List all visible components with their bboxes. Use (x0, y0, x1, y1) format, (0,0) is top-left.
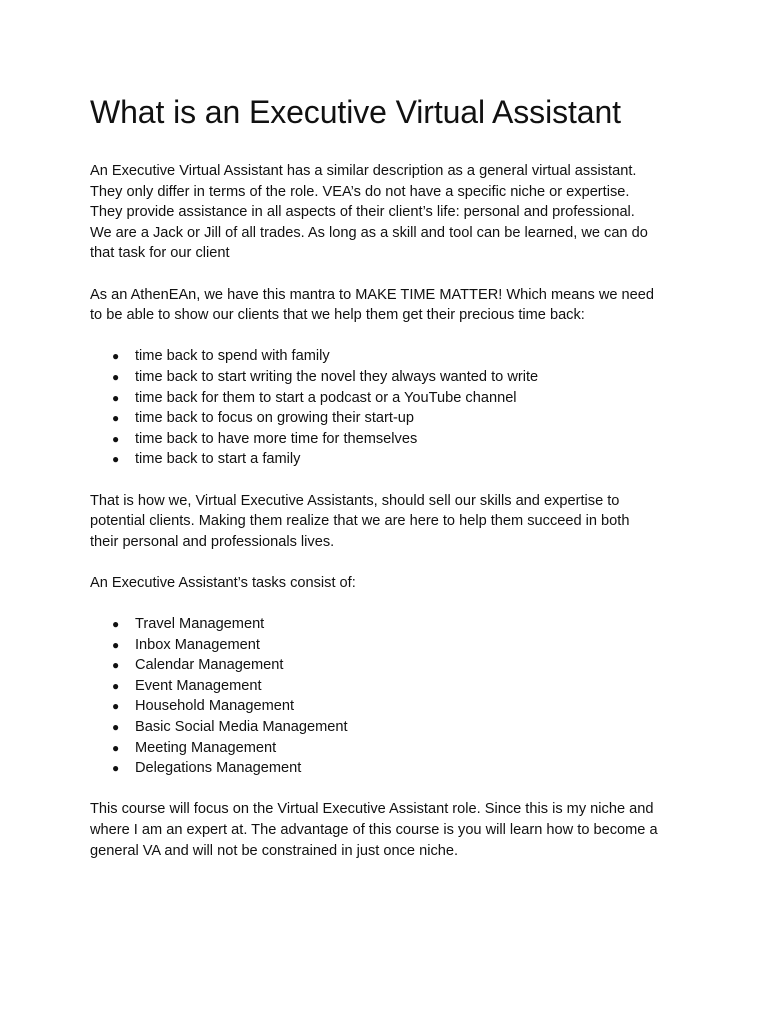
page-title: What is an Executive Virtual Assistant (90, 94, 621, 130)
text-line: They only differ in terms of the role. VEA’s do not have a specific niche or expertise. (90, 183, 630, 200)
text-line: general VA and will not be constrained in just once niche. (90, 842, 459, 859)
list-item-text: Basic Social Media Management (135, 719, 348, 736)
text-line: where I am an expert at. The advantage of this course is you will learn how to become a (90, 822, 658, 838)
list-item (90, 346, 690, 367)
list-item (90, 696, 690, 717)
list-item (90, 717, 690, 738)
text-line: potential clients. Making them realize that we are here to help them succeed in both (90, 513, 630, 530)
bullet-icon: ● (112, 699, 120, 714)
list-item-text: time back to focus on growing their start-up (135, 410, 415, 427)
list-item-text: Calendar Management (135, 657, 284, 674)
list-item (90, 449, 690, 470)
text-line: An Executive Assistant’s tasks consist of: (90, 574, 356, 591)
tasks-list (90, 614, 690, 779)
bullet-icon: ● (112, 411, 120, 426)
list-item-text: Meeting Management (135, 739, 277, 756)
bullet-icon: ● (112, 452, 120, 467)
list-item (90, 388, 690, 409)
bullet-icon: ● (112, 658, 120, 673)
bullet-icon: ● (112, 617, 120, 632)
list-item-text: time back to start writing the novel they always wanted to write (135, 368, 539, 385)
text-line: their personal and professionals lives. (90, 533, 335, 550)
text-line: An Executive Virtual Assistant has a similar description as a general virtual assistant. (90, 163, 637, 179)
text-line: They provide assistance in all aspects of their client’s life: personal and professional. (90, 204, 635, 221)
list-item-text: time back to spend with family (135, 348, 330, 365)
list-item-text: time back to have more time for themselves (135, 430, 418, 447)
text-line: to be able to show our clients that we help them get their precious time back: (90, 307, 585, 324)
text-line: As an AthenEAn, we have this mantra to MAKE TIME MATTER! Which means we need (90, 286, 654, 303)
list-item-text: Event Management (135, 677, 262, 694)
document-page (90, 92, 690, 861)
text-line: that task for our client (90, 245, 230, 262)
bullet-icon: ● (112, 637, 120, 652)
list-item-text: time back for them to start a podcast or a YouTube channel (135, 389, 517, 406)
bullet-icon: ● (112, 431, 120, 446)
list-item (90, 676, 690, 697)
bullet-icon: ● (112, 740, 120, 755)
bullet-icon: ● (112, 720, 120, 735)
tasks-intro-paragraph (90, 573, 690, 594)
list-item-text: Inbox Management (135, 636, 260, 653)
text-line: That is how we, Virtual Executive Assistants, should sell our skills and expertise to (90, 492, 620, 509)
list-item-text: Travel Management (135, 616, 265, 633)
list-item-text: Delegations Management (135, 760, 302, 777)
time-back-list (90, 346, 690, 470)
list-item (90, 635, 690, 656)
list-item (90, 367, 690, 388)
list-item (90, 738, 690, 759)
list-item-text: time back to start a family (135, 451, 301, 468)
list-item (90, 655, 690, 676)
list-item-text: Household Management (135, 698, 295, 715)
sell-skills-paragraph (90, 491, 690, 553)
intro-paragraph (90, 161, 690, 264)
list-item (90, 408, 690, 429)
bullet-icon: ● (112, 390, 120, 405)
list-item (90, 758, 690, 779)
mantra-paragraph (90, 285, 690, 326)
list-item (90, 614, 690, 635)
text-line: This course will focus on the Virtual Executive Assistant role. Since this is my niche and (90, 801, 654, 818)
text-line: We are a Jack or Jill of all trades. As long as a skill and tool can be learned, we can do (90, 224, 648, 241)
bullet-icon: ● (112, 678, 120, 693)
list-item (90, 429, 690, 450)
bullet-icon: ● (112, 761, 120, 776)
bullet-icon: ● (112, 369, 120, 384)
bullet-icon: ● (112, 349, 120, 364)
course-focus-paragraph (90, 799, 690, 861)
